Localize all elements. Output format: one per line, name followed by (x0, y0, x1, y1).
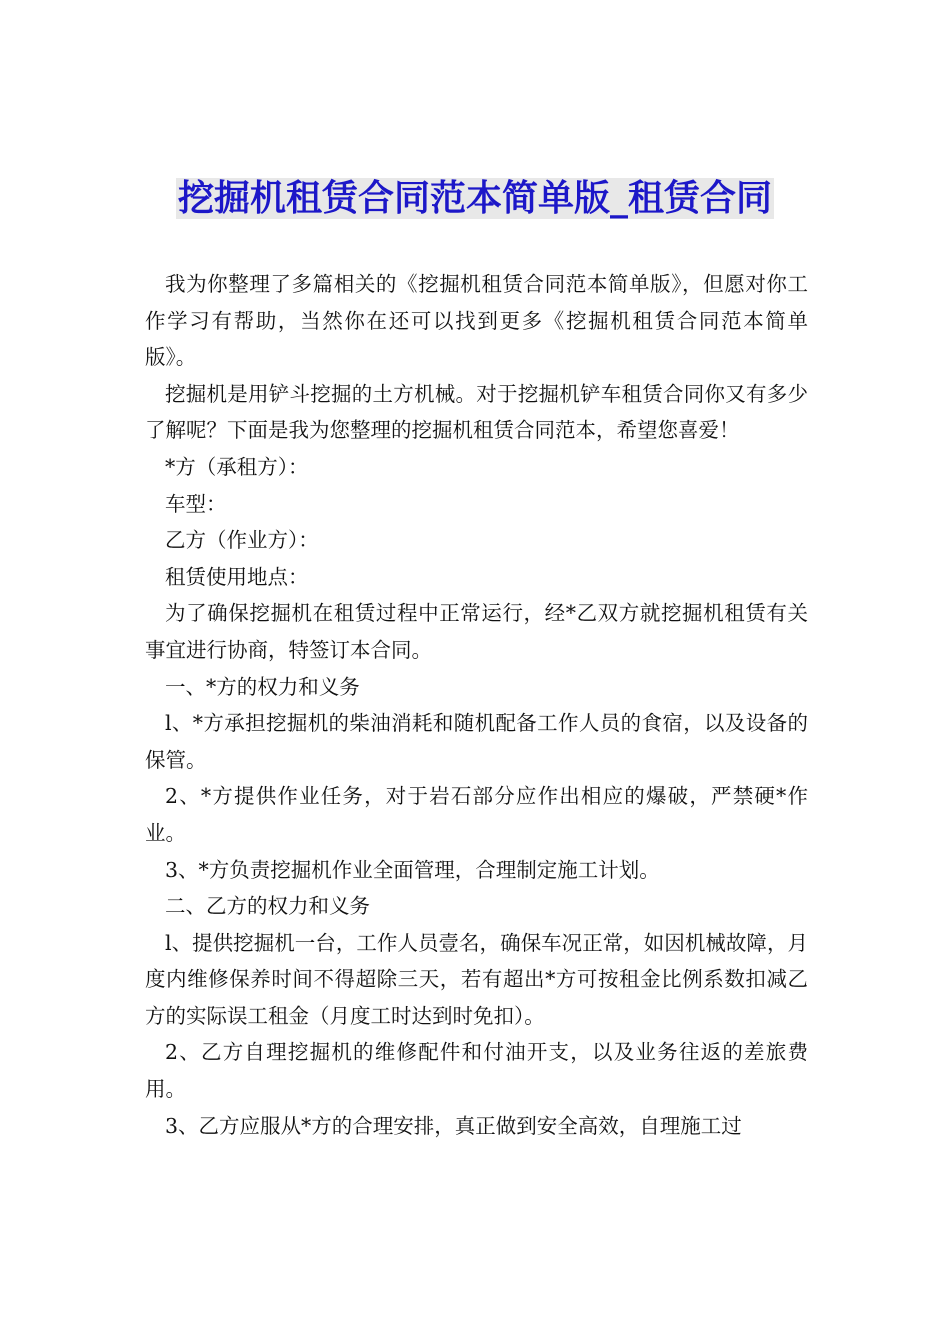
paragraph: 车型： (165, 491, 227, 516)
paragraph: 2、乙方自理挖掘机的维修配件和付油开支，以及业务往返的差旅费用。 (145, 1040, 808, 1102)
document-title-text: 挖掘机租赁合同范本简单版_租赁合同 (177, 178, 772, 219)
paragraph: *方（承租方）： (165, 454, 309, 479)
paragraph: 乙方（作业方）： (165, 528, 319, 553)
paragraph: 为了确保挖掘机在租赁过程中正常运行，经*乙双方就挖掘机租赁有关事宜进行协商，特签订本合同。 (145, 601, 808, 662)
paragraph: 我为你整理了多篇相关的《挖掘机租赁合同范本简单版》，但愿对你工作学习有帮助，当然你在还可以找到更多《挖掘机租赁合同范本简单版》。 (145, 272, 808, 370)
paragraph: 3、乙方应服从*方的合理安排，真正做到安全高效，自理施工过 (165, 1113, 742, 1138)
paragraph: 3、*方负责挖掘机作业全面管理，合理制定施工计划。 (165, 857, 660, 882)
paragraph: 租赁使用地点： (165, 564, 309, 589)
paragraph: 二、乙方的权力和义务 (165, 894, 370, 919)
document-body (145, 266, 808, 1144)
document-title (0, 172, 950, 226)
paragraph: l、提供挖掘机一台，工作人员壹名，确保车况正常，如因机械故障，月度内维修保养时间不得超除三天，若有超出*方可按租金比例系数扣减乙方的实际误工租金（月度工时达到时免扣）。 (145, 930, 808, 1028)
paragraph: 挖掘机是用铲斗挖掘的土方机械。对于挖掘机铲车租赁合同你又有多少了解呢？下面是我为您整理的挖掘机租赁合同范本，希望您喜爱！ (145, 381, 808, 443)
paragraph: l、*方承担挖掘机的柴油消耗和随机配备工作人员的食宿，以及设备的保管。 (145, 711, 808, 772)
paragraph: 一、*方的权力和义务 (165, 674, 360, 699)
paragraph: 2、*方提供作业任务，对于岩石部分应作出相应的爆破，严禁硬*作业。 (145, 784, 808, 845)
